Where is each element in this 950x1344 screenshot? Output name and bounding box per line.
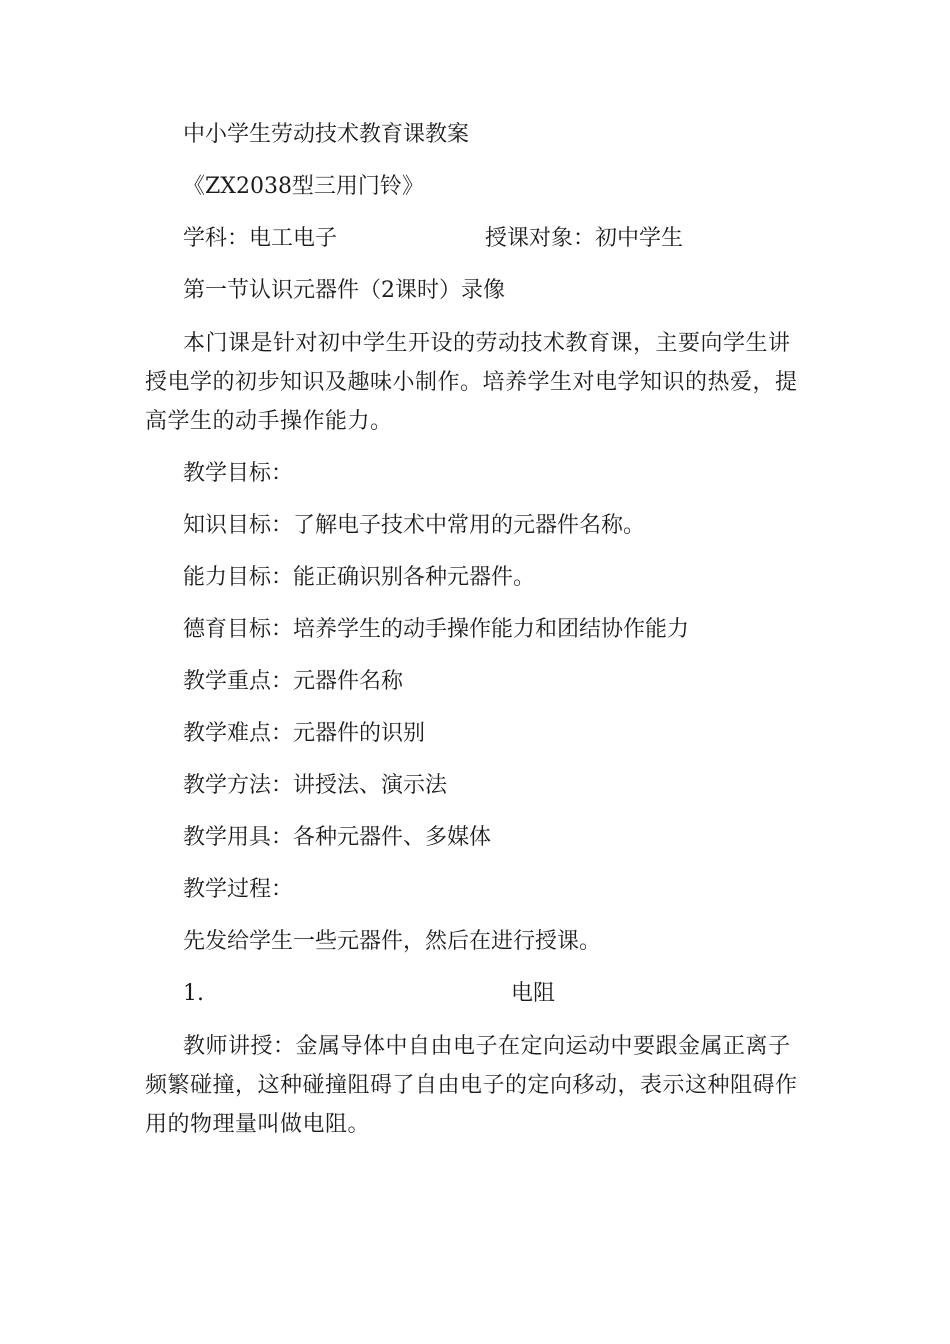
intro-paragraph: 本门课是针对初中学生开设的劳动技术教育课，主要向学生讲授电学的初步知识及趣味小制作。培养学生对电学知识的热爱，提高学生的动手操作能力。 xyxy=(145,331,798,434)
difficulty: 教学难点：元器件的识别 xyxy=(183,721,426,746)
process-intro: 先发给学生一些元器件，然后在进行授课。 xyxy=(183,929,602,954)
key-point: 教学重点：元器件名称 xyxy=(183,669,404,694)
document-body xyxy=(145,116,805,1158)
moral-goal: 德育目标：培养学生的动手操作能力和团结协作能力 xyxy=(183,617,690,642)
item-title: 电阻 xyxy=(510,981,555,1006)
teacher-explanation: 教师讲授：金属导体中自由电子在定向运动中要跟金属正离子频繁碰撞，这种碰撞阻碍了自由电子的定向移动，表示这种阻碍作用的物理量叫做电阻。 xyxy=(145,1034,798,1137)
section-heading: 第一节认识元器件（2课时）录像 xyxy=(183,278,505,303)
goals-heading: 教学目标： xyxy=(183,461,294,486)
document-subtitle: 《ZX2038型三用门铃》 xyxy=(183,174,424,199)
teaching-tools: 教学用具：各种元器件、多媒体 xyxy=(183,825,492,850)
item-heading-row xyxy=(145,975,805,1013)
subject-label: 学科：电工电子 xyxy=(183,226,338,251)
item-number: 1. xyxy=(183,981,204,1006)
audience-label: 授课对象：初中学生 xyxy=(485,226,684,251)
knowledge-goal: 知识目标：了解电子技术中常用的元器件名称。 xyxy=(183,513,646,538)
subject-audience-row xyxy=(145,220,805,258)
process-heading: 教学过程： xyxy=(183,877,294,902)
document-title: 中小学生劳动技术教育课教案 xyxy=(183,122,470,147)
ability-goal: 能力目标：能正确识别各种元器件。 xyxy=(183,565,536,590)
teaching-method: 教学方法：讲授法、演示法 xyxy=(183,773,448,798)
